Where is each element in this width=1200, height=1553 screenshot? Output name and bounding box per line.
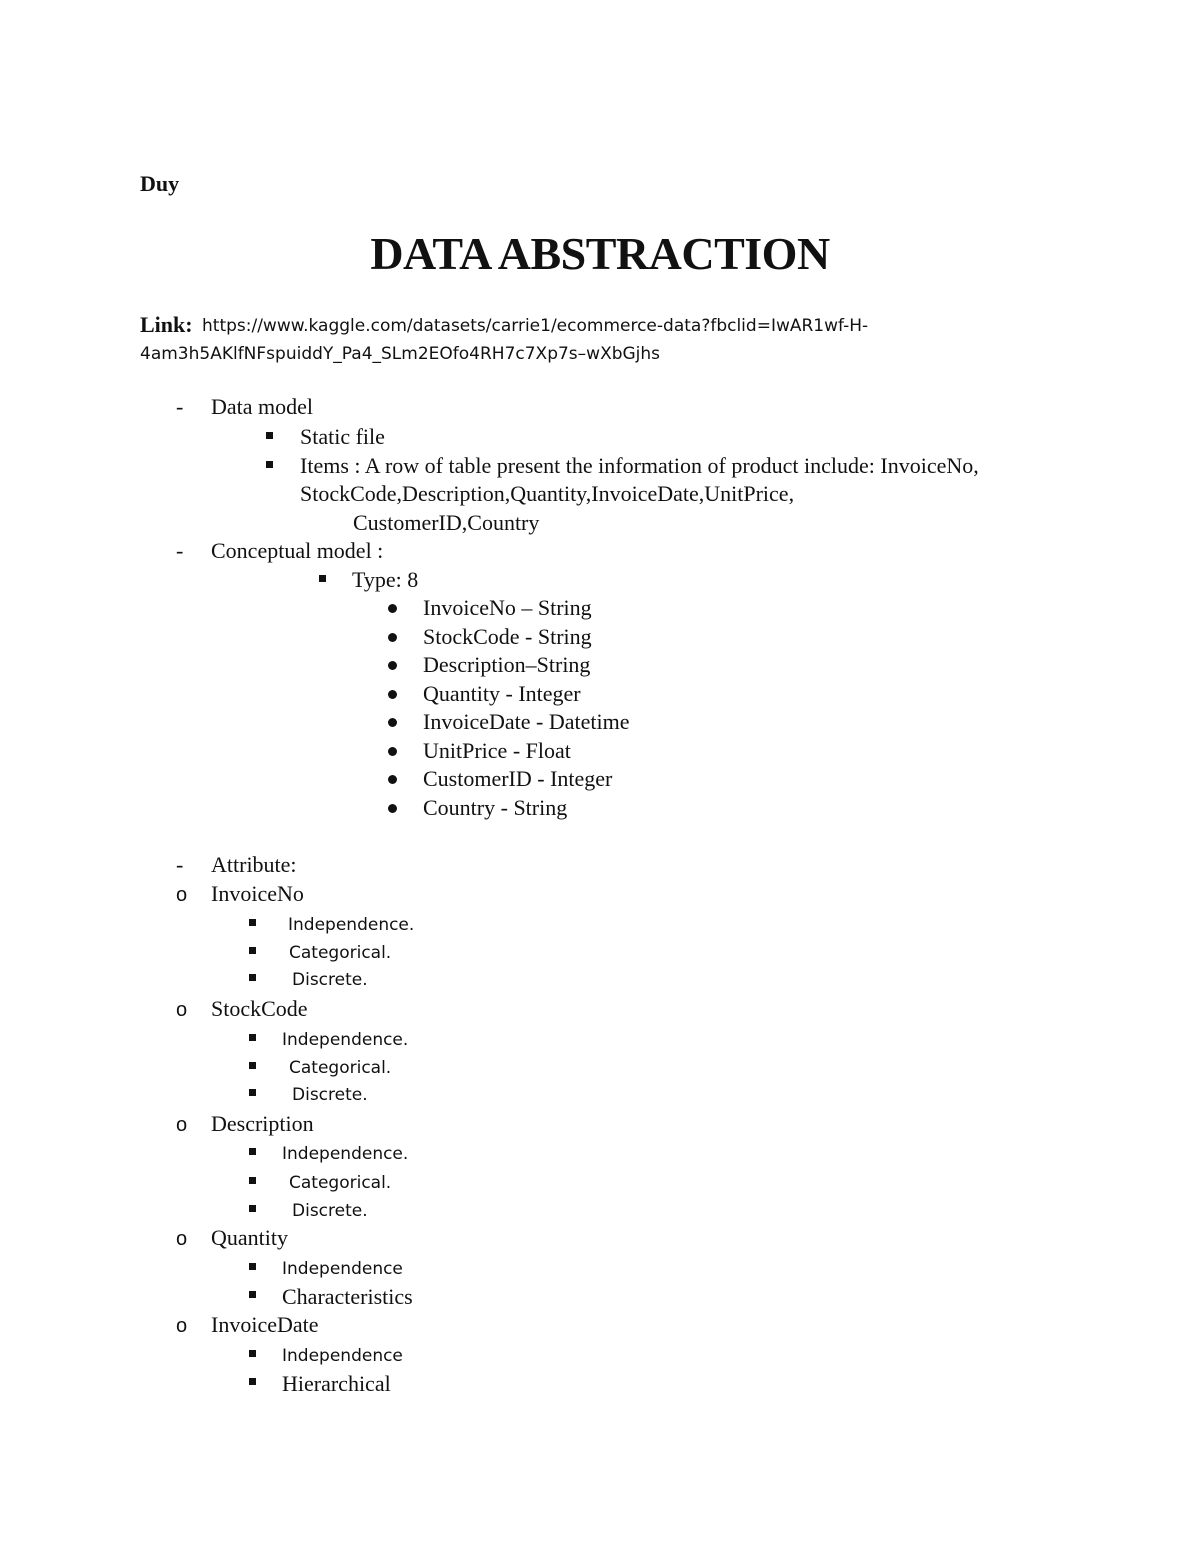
square-bullet [249, 1148, 256, 1155]
attribute-property: Categorical. [289, 1058, 392, 1078]
square-bullet [249, 1089, 256, 1096]
square-bullet [249, 1263, 256, 1270]
type-count: Type: 8 [352, 567, 419, 592]
attribute-name: InvoiceNo [211, 881, 304, 906]
data-model-item-continued: StockCode,Description,Quantity,InvoiceDate,UnitPrice, [300, 481, 795, 506]
square-bullet [249, 1378, 256, 1385]
dash-bullet: - [176, 394, 184, 419]
attribute-property: Categorical. [289, 1173, 392, 1193]
round-bullet [388, 604, 397, 613]
field-type: InvoiceDate - Datetime [423, 709, 630, 734]
square-bullet [249, 1062, 256, 1069]
data-model-item-continued: CustomerID,Country [353, 510, 540, 535]
conceptual-model-heading: Conceptual model : [211, 538, 384, 563]
square-bullet [266, 461, 273, 468]
round-bullet [388, 690, 397, 699]
data-model-item: Items : A row of table present the information of product include: InvoiceNo, [300, 453, 979, 478]
attribute-property: Independence. [282, 1030, 409, 1050]
attribute-name: StockCode [211, 996, 308, 1021]
circle-bullet: o [176, 1315, 188, 1337]
square-bullet [249, 947, 256, 954]
circle-bullet: o [176, 999, 188, 1021]
round-bullet [388, 633, 397, 642]
square-bullet [249, 919, 256, 926]
attribute-name: Quantity [211, 1225, 288, 1250]
square-bullet [249, 1291, 256, 1298]
round-bullet [388, 775, 397, 784]
field-type: InvoiceNo – String [423, 595, 592, 620]
attribute-property: Independence [282, 1346, 403, 1366]
page-title: DATA ABSTRACTION [370, 228, 830, 279]
field-type: StockCode - String [423, 624, 592, 649]
attribute-property: Independence. [288, 915, 415, 935]
attribute-property: Discrete. [292, 1085, 368, 1105]
attribute-name: InvoiceDate [211, 1312, 319, 1337]
field-type: UnitPrice - Float [423, 738, 571, 763]
link-label: Link: [140, 312, 193, 337]
round-bullet [388, 718, 397, 727]
square-bullet [249, 1034, 256, 1041]
attribute-property: Discrete. [292, 970, 368, 990]
attribute-property: Independence [282, 1259, 403, 1279]
round-bullet [388, 661, 397, 670]
dash-bullet: - [176, 538, 184, 563]
attribute-heading: Attribute: [211, 852, 297, 877]
square-bullet [266, 432, 273, 439]
square-bullet [249, 1350, 256, 1357]
field-type: Quantity - Integer [423, 681, 581, 706]
attribute-name: Description [211, 1111, 314, 1136]
attribute-property: Hierarchical [282, 1371, 391, 1396]
dataset-link[interactable]: https://www.kaggle.com/datasets/carrie1/ecommerce-data?fbclid=IwAR1wf-H- [202, 316, 869, 336]
attribute-property: Independence. [282, 1144, 409, 1164]
dash-bullet: - [176, 852, 184, 877]
circle-bullet: o [176, 1228, 188, 1250]
field-type: CustomerID - Integer [423, 766, 613, 791]
round-bullet [388, 747, 397, 756]
round-bullet [388, 804, 397, 813]
data-model-item: Static file [300, 424, 385, 449]
circle-bullet: o [176, 884, 188, 906]
square-bullet [249, 1205, 256, 1212]
field-type: Description–String [423, 652, 591, 677]
data-model-heading: Data model [211, 394, 314, 419]
square-bullet [249, 1177, 256, 1184]
dataset-link-continued[interactable]: 4am3h5AKlfNFspuiddY_Pa4_SLm2EOfo4RH7c7Xp7s–wXbGjhs [140, 344, 661, 364]
field-type: Country - String [423, 795, 568, 820]
author-name: Duy [140, 171, 180, 196]
square-bullet [319, 575, 326, 582]
circle-bullet: o [176, 1114, 188, 1136]
square-bullet [249, 974, 256, 981]
attribute-property: Categorical. [289, 943, 392, 963]
attribute-property: Discrete. [292, 1201, 368, 1221]
attribute-property: Characteristics [282, 1284, 413, 1309]
